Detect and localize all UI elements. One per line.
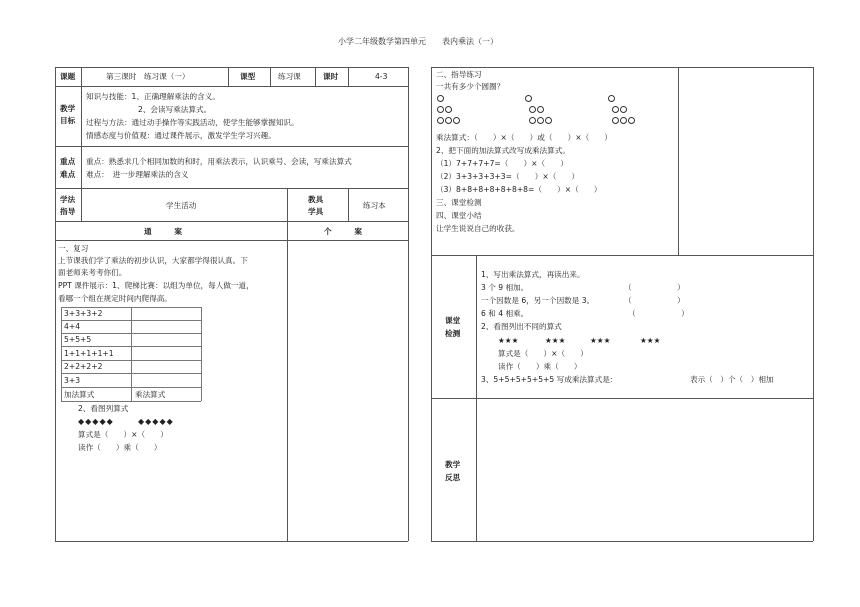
answer-paren: （ ） bbox=[624, 296, 685, 305]
type-value: 练习课 bbox=[278, 72, 301, 81]
reflection-label-2: 反思 bbox=[445, 473, 461, 482]
mult-formula: 乘法算式：（ ）×（ ）或（ ）×（ ） bbox=[436, 133, 612, 142]
read-line: 读作（ ）乘（ ） bbox=[78, 443, 162, 452]
ladder-col1-label: 加法算式 bbox=[64, 390, 95, 399]
ladder-col2-label: 乘法算式 bbox=[135, 390, 166, 399]
star-group: ★★★ bbox=[545, 336, 566, 345]
review-line-2: 面老师来考考你们。 bbox=[58, 268, 127, 277]
ladder-row: 3+3+3+2 bbox=[64, 309, 103, 318]
method-label-2: 指导 bbox=[60, 207, 76, 216]
review-line-3: PPT 课件展示：1、爬梯比赛：以组为单位，每人做一道， bbox=[58, 281, 254, 290]
goals-label-1: 教学 bbox=[60, 104, 76, 113]
summary-line: 让学生说说自己的收获。 bbox=[436, 224, 520, 233]
review-title: 一、复习 bbox=[58, 244, 89, 253]
practice-q2-1: （1）7+7+7+7=（ ）×（ ） bbox=[436, 159, 568, 168]
circle-group bbox=[525, 95, 565, 125]
goals-line-1: 知识与技能：1、正确理解乘法的含义。 bbox=[86, 92, 220, 101]
ladder-row: 3+3 bbox=[64, 376, 81, 385]
goals-line-3: 过程与方法：通过动手操作等实践活动，使学生能够掌握知识。 bbox=[86, 118, 299, 127]
topic-label: 课题 bbox=[60, 72, 76, 81]
check-line-5: 2、看图列出不同的算式 bbox=[481, 322, 562, 331]
answer-paren: （ ） bbox=[628, 309, 689, 318]
hours-label: 课时 bbox=[323, 72, 339, 81]
keypoints-line-1: 重点：熟悉求几个相同加数的和时，用乘法表示，认识乘号、会读，写乘法算式 bbox=[86, 157, 352, 166]
ladder-row: 2+2+2+2 bbox=[64, 362, 103, 371]
check-read: 读作（ ）乘（ ） bbox=[498, 362, 582, 371]
hours-value: 4-3 bbox=[375, 72, 388, 81]
check-label-1: 课堂 bbox=[445, 316, 461, 325]
practice-q2-2: （2）3+3+3+3+3=（ ）×（ ） bbox=[436, 172, 580, 181]
keypoints-label-1: 重点 bbox=[60, 157, 76, 166]
check-line-2: 3 个 9 相加。 bbox=[481, 283, 529, 292]
formula-line: 算式是（ ）×（ ） bbox=[78, 430, 168, 439]
plan-header: 通 案 bbox=[144, 227, 182, 236]
circle-group bbox=[437, 95, 477, 125]
star-group: ★★★ bbox=[498, 336, 519, 345]
method-value: 学生活动 bbox=[166, 201, 197, 210]
goals-label-2: 目标 bbox=[60, 116, 76, 125]
star-group: ★★★ bbox=[590, 336, 611, 345]
look-write-title: 2、看图列算式 bbox=[78, 404, 129, 413]
check-line-1: 1、写出乘法算式，再读出来。 bbox=[481, 270, 585, 279]
diamond-group: ◆◆◆◆◆ bbox=[138, 417, 174, 426]
tools-label-1: 教具 bbox=[308, 195, 324, 204]
practice-q2-3: （3）8+8+8+8+8+8+8=（ ）×（ ） bbox=[436, 185, 602, 194]
ladder-row: 5+5+5 bbox=[64, 335, 92, 344]
ladder-row: 1+1+1+1+1 bbox=[64, 349, 114, 358]
check-line-6: 3、5+5+5+5+5+5 写成乘法算式是： bbox=[481, 375, 618, 384]
circle-group bbox=[608, 95, 648, 125]
tools-label-2: 学具 bbox=[308, 207, 324, 216]
check-line-6-tail: 表示（ ）个（ ）相加 bbox=[690, 375, 774, 384]
section-summary: 四、课堂小结 bbox=[436, 211, 482, 220]
check-line-4: 6 和 4 相乘。 bbox=[481, 309, 529, 318]
review-line-4: 看哪一个组在规定时间内爬得高。 bbox=[58, 294, 172, 303]
check-formula: 算式是（ ）×（ ） bbox=[498, 349, 588, 358]
goals-line-2: 2、会读写乘法算式。 bbox=[138, 105, 212, 114]
star-group: ★★★ bbox=[640, 336, 661, 345]
type-label: 课型 bbox=[240, 72, 256, 81]
practice-q1: 一共有多少个圆圈？ bbox=[436, 82, 505, 91]
check-label-2: 检测 bbox=[445, 329, 461, 338]
method-label-1: 学法 bbox=[60, 195, 76, 204]
section-classroom-check: 三、课堂检测 bbox=[436, 198, 482, 207]
diamond-group: ◆◆◆◆◆ bbox=[78, 417, 114, 426]
review-line-1: 上节课我们学了乘法的初步认识，大家都学得很认真。下 bbox=[58, 256, 248, 265]
page-title: 小学二年级数学第四单元 表内乘法（一） bbox=[338, 37, 498, 46]
answer-paren: （ ） bbox=[624, 283, 685, 292]
keypoints-label-2: 难点 bbox=[60, 170, 76, 179]
keypoints-line-2: 难点： 进一步理解乘法的含义 bbox=[86, 170, 189, 179]
topic-value: 第三课时 练习课（一） bbox=[106, 72, 190, 81]
practice-title: 二、指导练习 bbox=[436, 70, 482, 79]
goals-line-4: 情感态度与价值观：通过课件展示，激发学生学习兴趣。 bbox=[86, 131, 276, 140]
ladder-row: 4+4 bbox=[64, 322, 81, 331]
tools-value: 练习本 bbox=[363, 201, 386, 210]
reflection-label-1: 教学 bbox=[445, 460, 461, 469]
practice-q2: 2、把下面的加法算式改写成乘法算式。 bbox=[436, 146, 570, 155]
personal-header: 个 案 bbox=[324, 227, 362, 236]
check-line-3: 一个因数是 6，另一个因数是 3。 bbox=[481, 296, 595, 305]
